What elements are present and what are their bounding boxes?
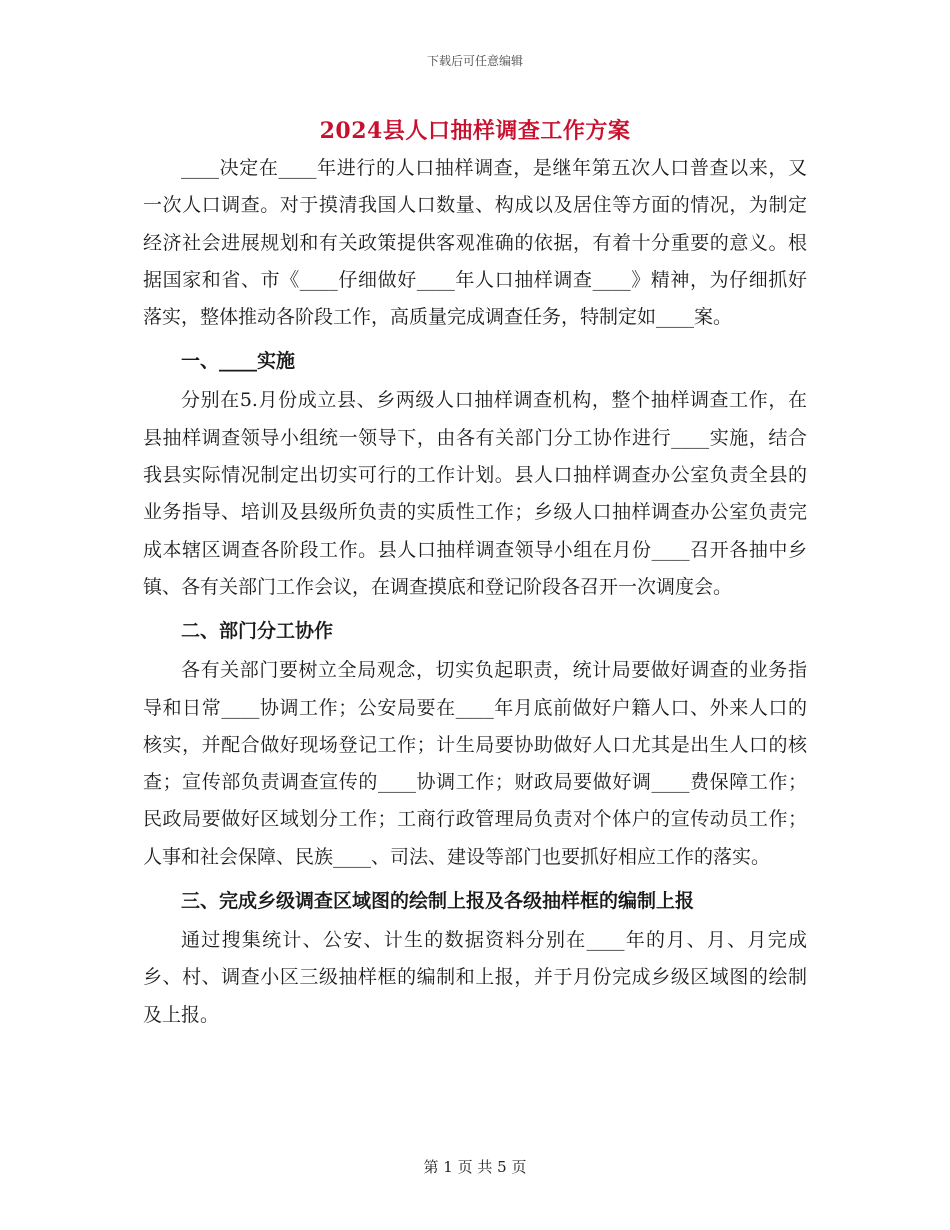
section-2-heading: 二、部门分工协作 — [181, 620, 334, 643]
section-1-paragraph: 分别在5.月份成立县、乡两级人口抽样调查机构，整个抽样调查工作，在县抽样调查领导小组统一领导下，由各有关部门分工协作进行____实施，结合我县实际情况制定出切实可行的工作计划。县人口抽样调查办公室负责全县的业务指导、培训及县级所负责的实质性工作；乡级人口抽样调查办公室负责完成本辖区调查各阶段工作。县人口抽样调查领导小组在月份____召开各抽中乡镇、各有关部门工作会议，在调查摸底和登记阶段各召开一次调度会。 — [143, 389, 807, 598]
intro-paragraph: ____决定在____年进行的人口抽样调查，是继年第五次人口普查以来，又一次人口调查。对于摸清我国人口数量、构成以及居住等方面的情况，为制定经济社会进展规划和有关政策提供客观准确的依据，有着十分重要的意义。根据国家和省、市《____仔细做好____年人口抽样调查____》精神，为仔细抓好落实，整体推动各阶段工作，高质量完成调查任务，特制定如____案。 — [143, 157, 807, 329]
document-body — [143, 150, 807, 1034]
section-3-paragraph: 通过搜集统计、公安、计生的数据资料分别在____年的月、月、月完成乡、村、调查小区三级抽样框的编制和上报，并于月份完成乡级区域图的绘制及上报。 — [143, 929, 807, 1026]
section-3-heading: 三、完成乡级调查区域图的绘制上报及各级抽样框的编制上报 — [181, 890, 695, 913]
section-2-paragraph: 各有关部门要树立全局观念，切实负起职责，统计局要做好调查的业务指导和日常____协调工作；公安局要在____年月底前做好户籍人口、外来人口的核实，并配合做好现场登记工作；计生局要协助做好人口尤其是出生人口的核查；宣传部负责调查宣传的____协调工作；财政局要做好调____费保障工作；民政局要做好区域划分工作；工商行政管理局负责对个体户的宣传动员工作；人事和社会保障、民族____、司法、建设等部门也要抓好相应工作的落实。 — [143, 659, 807, 868]
section-1-heading: 一、____实施 — [181, 350, 296, 373]
page-header-note: 下载后可任意编辑 — [426, 54, 523, 68]
document-title: 2024县人口抽样调查工作方案 — [319, 118, 631, 144]
page-number: 第 1 页 共 5 页 — [423, 1158, 527, 1176]
